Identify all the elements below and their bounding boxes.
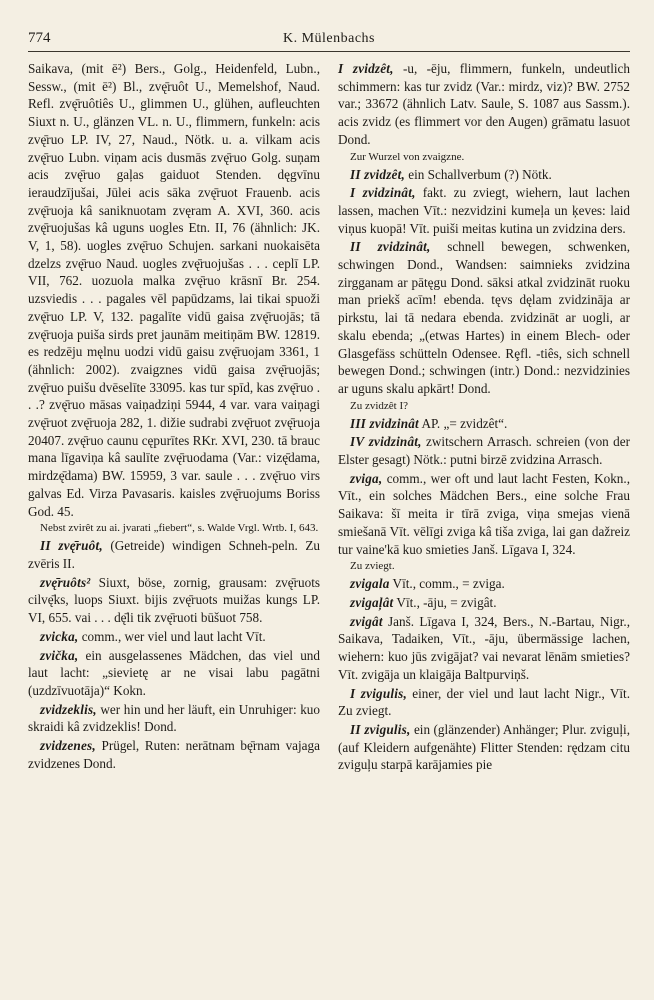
entry-headword: zvigât (350, 613, 383, 629)
entry-headword: I zvidzêt, (338, 61, 394, 76)
dictionary-entry (338, 575, 630, 593)
dictionary-entry (28, 737, 320, 772)
dictionary-entry (338, 60, 630, 149)
dictionary-entry (338, 685, 630, 720)
entry-text: schnell bewegen, schwenken, schwingen Dond., Wandsen: saimnieks zvidzina zirgganam ar pātęgu Dond. sāksi atkal zvidzināt ruoku man priekš acīm! ebenda. tęvs dęlam zvidzināja ar pirkstu, lai tā nedara ebenda. zvidzināt ar uogli, ar skalu ebenda; „(etwas Hartes) in einem Blech- oder Glasgefäss schütteln Odensee. Rȩfl. -tiês, sich schnell bewegen Dond.; schwingen (intr.) Dond.: nezvidzinies ar uguns skalu apkārt! Dond. (338, 239, 631, 396)
entry-text: comm., wer viel und laut lacht Vīt. (78, 628, 266, 644)
entry-text: comm., wer oft und laut lacht Festen, Kokn., Vīt., ein solches Mädchen Bers., eine solche Frau Saikava: šī meita ir tīrā zviga, viņa smejas vienā smiešanā Vīt. vēlīgi zviga kâ tiša zviga, lai gan dažreiz tur vaine'kā kuo smieties Janš. Līgava I, 324. (338, 470, 630, 557)
dictionary-entry (338, 166, 630, 184)
entry-text: -u, -ēju, flimmern, funkeln, undeutlich schimmern: kas tur zvidz (Var.: mirdz, viz)? BW. 2752 var.; 33672 (ähnlich Latv. Saule, S. 1087 aus Sassm.). acis zvidz (es flimmert vor den Augen) grāmatu lasuot Dond. (338, 61, 630, 147)
entry-headword: II zvigulis, (350, 721, 411, 737)
dictionary-entry (28, 574, 320, 627)
entry-headword: II zvę̄ruôt, (40, 538, 103, 554)
entry-headword: zviga, (350, 470, 383, 486)
entry-headword: II zvidzinât, (350, 239, 431, 255)
dictionary-entry (338, 613, 630, 684)
dictionary-entry (338, 721, 630, 774)
dictionary-entry (338, 184, 630, 237)
entry-text: Saikava, (mit ē²) Bers., Golg., Heidenfeld, Lubn., Sessw., (mit ē²) Bl., zvę̄ruôt U., Memelshof, Naud. Refl. zvę̄ruôtiês U., glimmen U., glühen, aufleuchten Siuxt n. U., glänzen VL. n. U., flimmern, funkeln: acis zvę̄ruo LP. IV, 27, Naud., Nötk. u. a. vilkam acis zvę̄ruo Lubn. viņam acis dusmās zvę̄ruo Golg. suņam acis zvę̄ruo gaļas gaiduot Stenden. dęgvīnu ieraudzījušai, Jūlei acis sāka zvę̄ruot Frauenb. acis zvę̄ruoja kâ saniknuotam zvęram A. XVI, 360. acis zvę̄ruojušas kâ uguns uogles Etn. II, 76 (ähnlich: JK. V, 1, 58). uogles zvę̄ruo Schujen. sarkani nuokaisēta dzelzs zvę̄ruo Naud. uogles zvę̄ruojušas . . . ceplī LP. VII, 762. uozuola malka zvę̄ruo krāsnī Br. 254. uzsviedis . . . pagales vēl papūdzams, lai tikai spuoži zvę̄ruo LP. V, 132. pagalīte vidū gaisa zvę̄ruojās; tā zvę̄ruoja puiša sirds pret jaunām meitiņām BW. 12819. es redzēju męlnu uodzi vidū gaisu zvę̄ruojam 3361, 1 (ähnlich: 2002). zvaigznes vidū gaisa zvę̄ruojās; zvę̄ruo puišu dvēselīte 33095. kas tur spīd, kas zvę̄ruo . . .? zvę̄ruo māsas vaiņadziņi 5944, 4 var. vara vaiņagi zvę̄ruot zvę̄ruoja 282, 1. dižie sudrabi zvę̄ruot zvę̄ruoja 20407. zvę̄ruo caunu cępurītes RKr. XVI, 230. tā brauc mana līgaviņa kâ saulīte zvę̄ruodama (Var.: vizę̄dama, mirdzę̄dama) BW. 15959, 3 var. saule . . . zvę̄ruo virs galvas Ed. Virza Pavasaris. kaisles zvę̄ruojums Boriss God. 45. (28, 61, 320, 519)
entry-headword: zvę̄ruôts² (40, 574, 91, 590)
dictionary-entry (28, 537, 320, 572)
entry-text: Siuxt, böse, zornig, grausam: zvę̄ruots cilvę̄ks, luops Siuxt. bijis zvę̄ruots muižas kungs LP. VI, 655. vai . . . dę̄li tik zvę̄ruoti būšuot 758. (28, 574, 320, 626)
entry-headword: zvigala (350, 576, 390, 592)
entry-text: ein (glänzender) Anhänger; Plur. zviguļi, (auf Kleidern aufgenähte) Flitter Stenden: rędzam citu zviguļu starpā karājamies pie (338, 721, 630, 773)
entry-headword: zvicka, (40, 628, 79, 644)
entry-text: Vīt., -āju, = zvigât. (393, 594, 497, 610)
entry-text: wer hin und her läuft, ein Unruhiger: kuo skraidi kâ zvidzeklis! Dond. (28, 701, 320, 735)
entry-text: ein ausgelassenes Mädchen, das viel und laut lacht: „sievietę ar ne visai labu pagātni (uzdzīvuotāja)“ Kokn. (28, 647, 320, 698)
page-number: 774 (28, 30, 51, 46)
dictionary-entry (28, 628, 320, 646)
dictionary-entry (338, 415, 630, 433)
entry-headword: zvička, (40, 647, 79, 663)
dictionary-entry (28, 701, 320, 736)
right-column (338, 60, 630, 775)
dictionary-entry (338, 559, 630, 573)
entry-text: fakt. zu zviegt, wiehern, laut lachen lassen, machen Vīt.: nezvidzini kumeļa un ķeves: laid viņus kuopā! Vīt. puiši meitas kutina un zvidzina ders. (338, 185, 630, 236)
page-header (28, 30, 630, 52)
entry-headword: I zvigulis, (350, 685, 407, 701)
dictionary-entry (28, 60, 320, 520)
dictionary-entry (338, 150, 630, 164)
dictionary-entry (338, 433, 630, 468)
dictionary-entry (28, 647, 320, 700)
entry-text: Zur Wurzel von zvaigzne. (350, 150, 465, 163)
dictionary-entry (28, 521, 320, 535)
entry-headword: I zvidzinât, (350, 185, 416, 201)
entry-headword: zvigaļât (350, 594, 394, 610)
entry-headword: zvidzeklis, (40, 701, 97, 717)
dictionary-entry (338, 238, 630, 397)
entry-text: Nebst zvirêt zu ai. jvarati „fiebert“, s. Walde Vrgl. Wrtb. I, 643. (40, 522, 319, 535)
header-rule (28, 51, 630, 52)
entry-headword: III zvidzinât (350, 415, 419, 431)
entry-headword: IV zvidzinât, (350, 434, 422, 450)
dictionary-entry (338, 399, 630, 413)
running-title: K. Mülenbachs (282, 31, 376, 46)
entry-text: Zu zvidzêt I? (350, 399, 409, 412)
entry-text: Janš. Līgava I, 324, Bers., N.-Bartau, Nigr., Saikava, Tadaiken, Vīt., -āju, übermässige lachen, wiehern: kuo jūs zvigājat? vai nevarat lēnām smieties? Vīt. zvigāja un klaigāja Baltpurviņš. (338, 613, 630, 682)
dictionary-entry (338, 470, 630, 559)
entry-text: einer, der viel und laut lacht Nigr., Vīt. Zu zviegt. (338, 685, 631, 719)
entry-text: zwitschern Arrasch. schreien (von der Elster gesagt) Nötk.: putni birzē zvidzina Arrasch. (338, 434, 630, 468)
entry-text: Zu zviegt. (350, 560, 395, 573)
entry-text: AP. „= zvidzêt“. (418, 415, 508, 431)
entry-headword: zvidzenes, (40, 738, 96, 754)
entry-headword: II zvidzêt, (350, 166, 405, 182)
left-column (28, 60, 320, 773)
entry-text: (Getreide) windigen Schneh-peln. Zu zvēris II. (28, 538, 321, 571)
dictionary-entry (338, 594, 630, 612)
entry-text: ein Schallverbum (?) Nötk. (404, 166, 552, 182)
entry-text: Prügel, Ruten: nerātnam bę̄rnam vajaga zvidzenes Dond. (28, 738, 320, 771)
entry-text: Vīt., comm., = zviga. (389, 576, 505, 592)
